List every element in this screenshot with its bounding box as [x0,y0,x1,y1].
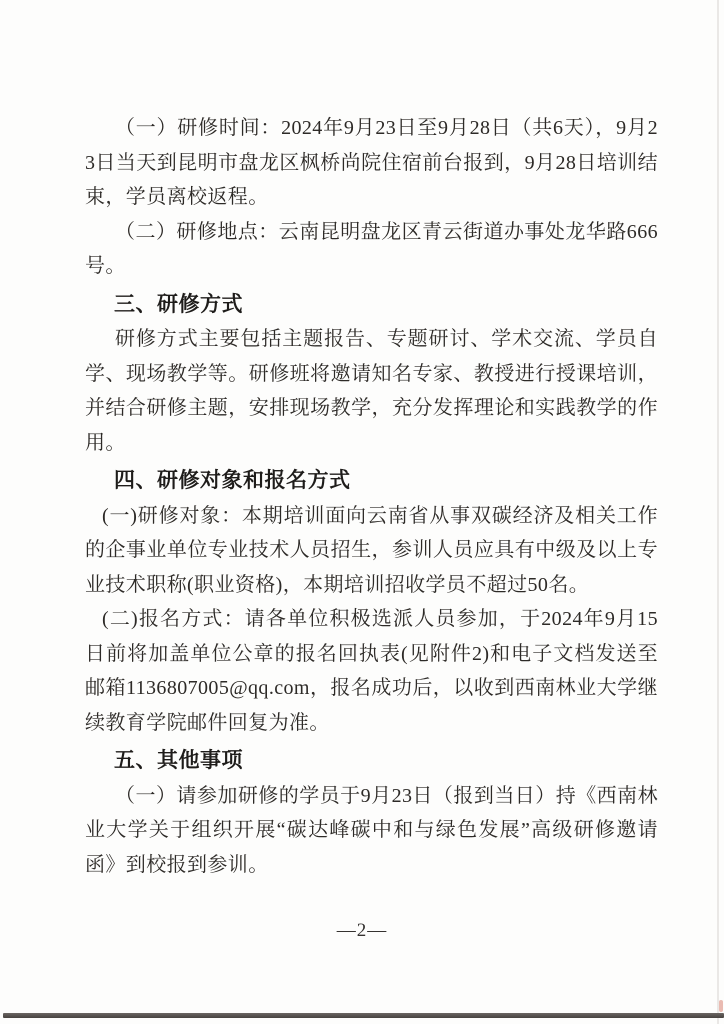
paragraph-registration-method: (二)报名方式：请各单位积极选派人员参加，于2024年9月15日前将加盖单位公章的报名回执表(见附件2)和电子文档发送至邮箱1136807005@qq.com，报名成功后，以收到西南林业大学继续教育学院邮件回复为准。 [85,608,658,734]
section-heading-other-matters: 五、其他事项 [114,749,243,772]
scan-artifact [719,1000,723,1012]
document-body [85,111,658,882]
paragraph-training-method: 研修方式主要包括主题报告、专题研讨、学术交流、学员自学、现场教学等。研修班将邀请知名专家、教授进行授课培训，并结合研修主题，安排现场教学，充分发挥理论和实践教学的作用。 [85,328,658,454]
scan-bottom-edge-line [3,1013,724,1018]
paragraph-training-audience: (一)研修对象：本期培训面向云南省从事双碳经济及相关工作的企事业单位专业技术人员招生，参训人员应具有中级及以上专业技术职称(职业资格)，本期培训招收学员不超过50名。 [85,504,658,596]
paragraph-training-location: （二）研修地点：云南昆明盘龙区青云街道办事处龙华路666号。 [85,220,658,277]
section-heading-training-method: 三、研修方式 [114,292,243,316]
section-heading-audience-registration: 四、研修对象和报名方式 [114,469,351,492]
paragraph-training-time: （一）研修时间：2024年9月23日至9月28日（共6天），9月23日当天到昆明市盘龙区枫桥尚院住宿前台报到，9月28日培训结束，学员离校返程。 [85,117,658,208]
scan-page-right-edge [717,0,719,1024]
page-number: —2— [336,920,388,941]
paragraph-checkin-instructions: （一）请参加研修的学员于9月23日（报到当日）持《西南林业大学关于组织开展“碳达峰碳中和与绿色发展”高级研修邀请函》到校报到参训。 [85,784,658,876]
